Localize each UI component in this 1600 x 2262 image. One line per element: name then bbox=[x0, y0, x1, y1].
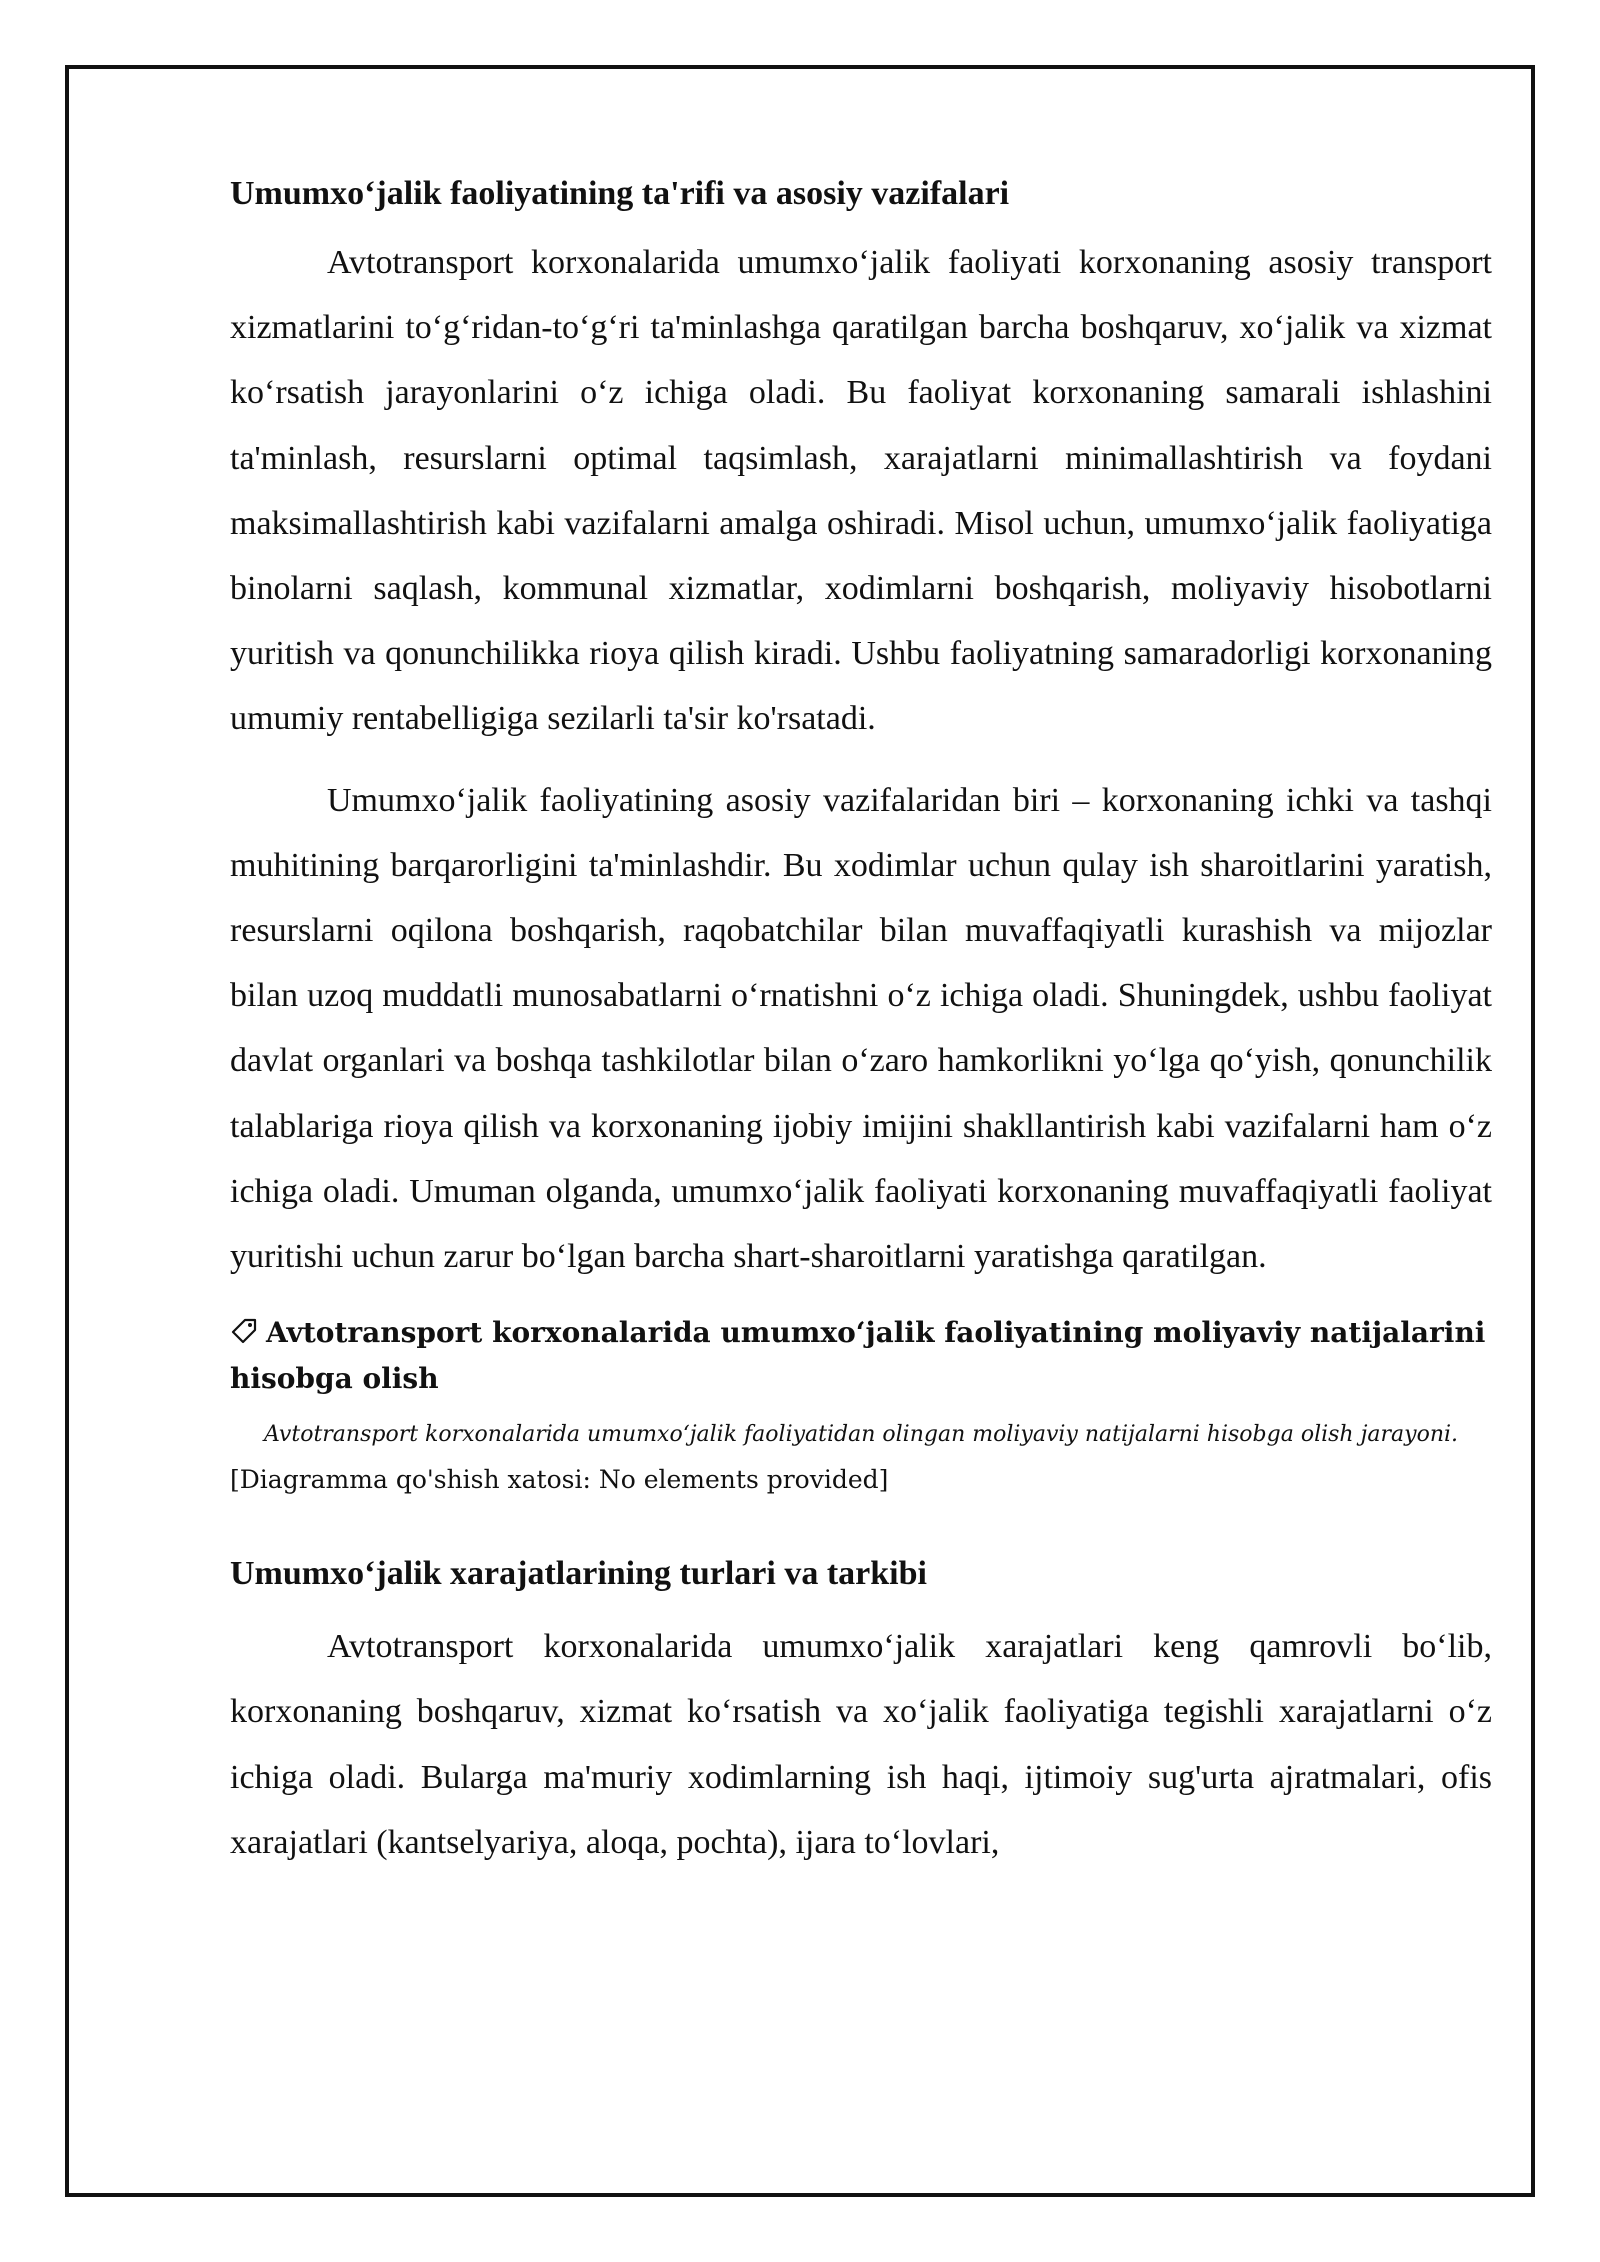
diagram-caption: Avtotransport korxonalarida umumxo‘jalik faoliyatidan olingan moliyaviy natijalarni hisobga olish jarayoni. bbox=[263, 1422, 1459, 1448]
document-body bbox=[230, 170, 1492, 1891]
paragraph: Avtotransport korxonalarida umumxo‘jalik faoliyati korxonaning asosiy transport xizmatlarini to‘g‘ridan-to‘g‘ri ta'minlashga qaratilgan barcha boshqaruv, xo‘jalik va xizmat ko‘rsatish jarayonlarini o‘z ichiga oladi. Bu faoliyat korxonaning samarali ishlashini ta'minlash, resurslarni optimal taqsimlash, xarajatlarni minimallashtirish va foydani maksimallashtirish kabi vazifalarni amalga oshiradi. Misol uchun, umumxo‘jalik faoliyatiga binolarni saqlash, kommunal xizmatlar, xodimlarni boshqarish, moliyaviy hisobotlarni yuritish va qonunchilikka rioya qilish kiradi. Ushbu faoliyatning samaradorligi korxonaning umumiy rentabelligiga sezilarli ta'sir ko'rsatadi. bbox=[230, 244, 1492, 738]
tag-icon bbox=[230, 1314, 258, 1357]
diagram-title bbox=[230, 1311, 1492, 1400]
paragraph: Avtotransport korxonalarida umumxo‘jalik xarajatlari keng qamrovli bo‘lib, korxonaning boshqaruv, xizmat ko‘rsatish va xo‘jalik faoliyatiga tegishli xarajatlarni o‘z ichiga oladi. Bularga ma'muriy xodimlarning ish haqi, ijtimoiy sug'urta ajratmalari, ofis xarajatlari (kantselyariya, aloqa, pochta), ijara to‘lovlari, bbox=[230, 1628, 1492, 1861]
diagram-title-text: Avtotransport korxonalarida umumxo‘jalik faoliyatining moliyaviy natijalarini hisobga olish bbox=[230, 1316, 1486, 1396]
section-heading-expenses: Umumxo‘jalik xarajatlarining turlari va tarkibi bbox=[230, 1555, 927, 1593]
diagram-error-message: [Diagramma qo'shish xatosi: No elements provided] bbox=[230, 1465, 889, 1495]
section-heading-definition: Umumxo‘jalik faoliyatining ta'rifi va asosiy vazifalari bbox=[230, 175, 1010, 212]
diagram-block bbox=[230, 1311, 1492, 1500]
paragraph: Umumxo‘jalik faoliyatining asosiy vazifalaridan biri – korxonaning ichki va tashqi muhitining barqarorligini ta'minlashdir. Bu xodimlar uchun qulay ish sharoitlarini yaratish, resurslarni oqilona boshqarish, raqobatchilar bilan muvaffaqiyatli kurashish va mijozlar bilan uzoq muddatli munosabatlarni o‘rnatishni o‘z ichiga oladi. Shuningdek, ushbu faoliyat davlat organlari va boshqa tashkilotlar bilan o‘zaro hamkorlikni yo‘lga qo‘yish, qonunchilik talablariga rioya qilish va korxonaning ijobiy imijini shakllantirish kabi vazifalarni ham o‘z ichiga oladi. Umuman olganda, umumxo‘jalik faoliyati korxonaning muvaffaqiyatli faoliyat yuritishi uchun zarur bo‘lgan barcha shart-sharoitlarni yaratishga qaratilgan. bbox=[230, 781, 1492, 1276]
